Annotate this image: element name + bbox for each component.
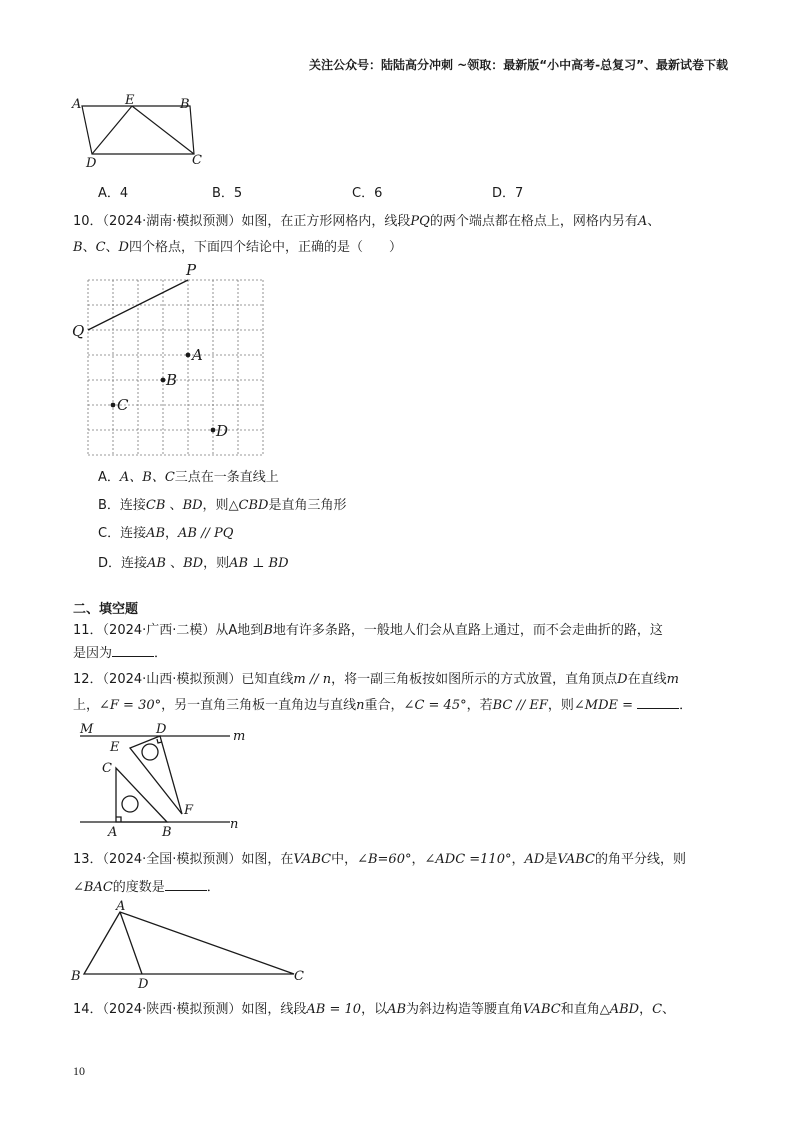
q12-text-1: 已知直线 <box>241 672 294 687</box>
q12-label-f: F <box>184 803 194 818</box>
q10-math-b: B <box>73 240 83 255</box>
q10-option-b-sep: 、 <box>165 498 183 513</box>
q10-source: （2024·湖南·模拟预测） <box>102 214 242 229</box>
q12-math-d: D <box>617 672 628 687</box>
q12-source: （2024·山西·模拟预测） <box>102 672 242 687</box>
q14-math-vabc: VABC <box>523 1002 561 1017</box>
q10-option-d-sep: 、 <box>165 556 184 571</box>
q11-math-b: B <box>263 623 273 638</box>
q12-circle-1 <box>142 744 158 760</box>
q10-sep-1: 、 <box>647 214 661 229</box>
q12-math-c45: ∠C = 45° <box>403 698 467 713</box>
q10-math-d: D <box>118 240 129 255</box>
q10-option-d <box>98 552 289 571</box>
q10-point-d <box>211 428 216 433</box>
q12-circle-2 <box>122 796 138 812</box>
q9-parallelogram <box>82 106 194 154</box>
q13-math-b60: ∠B=60° <box>357 852 412 867</box>
q11-line-2 <box>73 642 167 661</box>
q14-text-6: 、 <box>662 1002 676 1017</box>
q10-point-c <box>111 403 116 408</box>
q10-option-b-math-2: BD <box>182 498 203 513</box>
q10-label-c: C <box>117 396 129 414</box>
q10-label-d: D <box>216 422 229 440</box>
q12-number: 12． <box>73 672 103 687</box>
q9-option-a: A．4 <box>98 186 129 201</box>
q9-option-c: C．6 <box>352 186 383 201</box>
q13-text-1: 如图，在 <box>241 852 294 867</box>
q10-label-b: B <box>166 371 178 389</box>
q10-option-d-prefix: D．连接 <box>98 556 148 571</box>
q11-text-2: 地有许多条路，一般地人们会从直路上通过，而不会走曲折的路，这 <box>272 623 663 638</box>
q12-label-m-line: m <box>233 729 246 744</box>
q13-text-2: 中， <box>331 852 358 867</box>
q10-option-b-math-1: CB <box>145 498 166 513</box>
q14-text-5: ， <box>639 1002 653 1017</box>
q13-line-1 <box>73 848 686 867</box>
q9-option-b: B．5 <box>212 186 243 201</box>
q10-math-a: A <box>637 214 648 229</box>
q13-math-adc: ∠ADC =110° <box>424 852 512 867</box>
q13-figure <box>66 898 316 990</box>
q13-math-vabc-2: VABC <box>557 852 595 867</box>
section-title-fill-blank: 二、填空题 <box>73 602 139 617</box>
q14-text-1: 如图，线段 <box>241 1002 307 1017</box>
q12-label-b: B <box>162 825 172 840</box>
q13-math-vabc: VABC <box>293 852 332 867</box>
q12-math-n: n <box>356 698 365 713</box>
q9-label-b: B <box>180 97 190 112</box>
q10-grid-figure <box>70 258 270 460</box>
q12-label-a: A <box>108 825 118 840</box>
page-header: 关注公众号：陆陆高分冲刺 ~领取：最新版“小中高考-总复习”、最新试卷下载 <box>309 58 728 72</box>
q10-option-d-math-2: BD <box>183 556 204 571</box>
q9-label-c: C <box>192 153 202 168</box>
q10-option-d-text-2: ，则 <box>203 556 230 571</box>
q10-option-c-prefix: C．连接 <box>98 526 147 541</box>
q13-label-c: C <box>294 969 304 984</box>
q13-number: 13． <box>73 852 103 867</box>
q14-source: （2024·陕西·模拟预测） <box>102 1002 242 1017</box>
q10-grid <box>88 280 263 455</box>
q13-text-4: 是 <box>544 852 558 867</box>
q14-math-ab: AB <box>387 1002 407 1017</box>
q11-text-3: 是因为 <box>73 646 113 661</box>
q13-text-5: 的角平分线，则 <box>594 852 686 867</box>
q10-number: 10． <box>73 214 103 229</box>
q10-option-a-prefix: A． <box>98 470 120 485</box>
q14-text-4: 和直角 <box>560 1002 600 1017</box>
q10-option-d-math-1: AB <box>147 556 166 571</box>
q10-option-c-math-1: AB <box>146 526 166 541</box>
q10-text-1: 如图，在正方形网格内，线段 <box>241 214 411 229</box>
q9-label-a: A <box>72 97 82 112</box>
q12-label-e: E <box>110 740 120 755</box>
q12-label-d: D <box>156 722 167 737</box>
q10-option-a-math: A、B、C <box>119 470 175 485</box>
q13-math-bac: ∠BAC <box>73 880 113 895</box>
q13-text-6: 的度数是 <box>112 880 165 895</box>
q12-answer-blank[interactable] <box>637 708 679 709</box>
q10-option-b-math-3: △CBD <box>228 498 269 513</box>
q10-line-2 <box>73 236 402 255</box>
q11-source: （2024·广西·二模） <box>102 623 216 638</box>
q10-label-a: A <box>192 346 203 364</box>
q13-label-a: A <box>116 899 126 914</box>
q14-math-ab10: AB = 10 <box>306 1002 362 1017</box>
q13-answer-blank[interactable] <box>165 890 207 891</box>
q10-point-a <box>186 353 191 358</box>
q13-label-b: B <box>71 969 81 984</box>
q12-math-bcef: BC // EF <box>492 698 548 713</box>
q13-line-2 <box>73 876 220 895</box>
q10-option-a-text: 三点在一条直线上 <box>174 470 279 485</box>
q12-line-1 <box>73 668 679 687</box>
q10-option-b-text-2: ，则 <box>202 498 229 513</box>
q10-sep-2: 、 <box>82 240 96 255</box>
q14-math-abd: △ABD <box>599 1002 640 1017</box>
q11-end: ． <box>154 646 168 661</box>
q12-label-c: C <box>102 761 112 776</box>
q10-option-d-math-3: AB ⊥ BD <box>229 556 289 571</box>
q11-number: 11． <box>73 623 103 638</box>
q10-text-3: 四个格点，下面四个结论中，正确的是（ ） <box>128 240 402 255</box>
q12-triangle-abc <box>116 768 167 822</box>
q11-answer-blank[interactable] <box>112 656 154 657</box>
q14-text-2: ，以 <box>361 1002 388 1017</box>
q13-text-3: ， <box>511 852 525 867</box>
q13-label-d: D <box>138 977 149 990</box>
q13-source: （2024·全国·模拟预测） <box>102 852 242 867</box>
q12-math-m: m <box>666 672 679 687</box>
q10-option-c-comma: ， <box>165 526 179 541</box>
q14-text-3: 为斜边构造等腰直角 <box>406 1002 524 1017</box>
q12-text-5: ，另一直角三角板一直角边与直线 <box>161 698 357 713</box>
q10-text-2: 的两个端点都在格点上，网格内另有 <box>429 214 638 229</box>
q9-segment-ec <box>132 106 194 154</box>
q12-label-m-point: M <box>80 722 94 737</box>
q12-math-f30: ∠F = 30° <box>99 698 162 713</box>
q9-segment-ed <box>92 106 132 154</box>
page-number: 10 <box>73 1064 85 1078</box>
q10-option-b-prefix: B．连接 <box>98 498 146 513</box>
q10-label-p: P <box>186 261 197 279</box>
q10-option-c-math-2: AB // PQ <box>178 526 234 541</box>
q12-text-8: ，则 <box>547 698 574 713</box>
q10-math-c: C <box>95 240 106 255</box>
q10-option-a <box>98 466 279 485</box>
q12-figure <box>70 718 250 840</box>
q13-math-ad: AD <box>524 852 545 867</box>
q11-text-1: 从A地到 <box>215 623 264 638</box>
q13-segment-ad <box>120 912 142 974</box>
q10-math-pq: PQ <box>410 214 430 229</box>
q11-line-1 <box>73 619 663 638</box>
q10-sep-3: 、 <box>105 240 119 255</box>
q10-option-b <box>98 494 347 513</box>
q14-math-c: C <box>652 1002 663 1017</box>
q9-label-d: D <box>86 156 97 170</box>
q12-text-4: 上， <box>73 698 100 713</box>
q14-line-1 <box>73 998 675 1017</box>
q12-end: ． <box>679 698 693 713</box>
q9-figure <box>70 92 210 170</box>
q14-number: 14． <box>73 1002 103 1017</box>
q12-text-3: 在直线 <box>627 672 667 687</box>
q9-option-d: D．7 <box>492 186 524 201</box>
q12-line-2 <box>73 694 692 713</box>
q13-triangle-abc <box>84 912 294 974</box>
q10-line-1 <box>73 210 660 229</box>
q10-label-q: Q <box>72 322 85 340</box>
q12-text-2: ，将一副三角板按如图所示的方式放置，直角顶点 <box>331 672 618 687</box>
q10-point-b <box>161 378 166 383</box>
q12-right-angle-a <box>116 817 121 822</box>
q10-option-b-text-3: 是直角三角形 <box>268 498 347 513</box>
q9-label-e: E <box>125 93 135 108</box>
q13-end: ． <box>206 880 220 895</box>
q13-comma: ， <box>411 852 425 867</box>
q12-math-mde: ∠MDE = <box>573 698 634 713</box>
q12-text-6: 重合， <box>364 698 404 713</box>
q12-math-mn: m // n <box>293 672 332 687</box>
q12-label-n-line: n <box>230 817 239 832</box>
q12-text-7: ，若 <box>466 698 493 713</box>
q10-option-c <box>98 522 233 541</box>
